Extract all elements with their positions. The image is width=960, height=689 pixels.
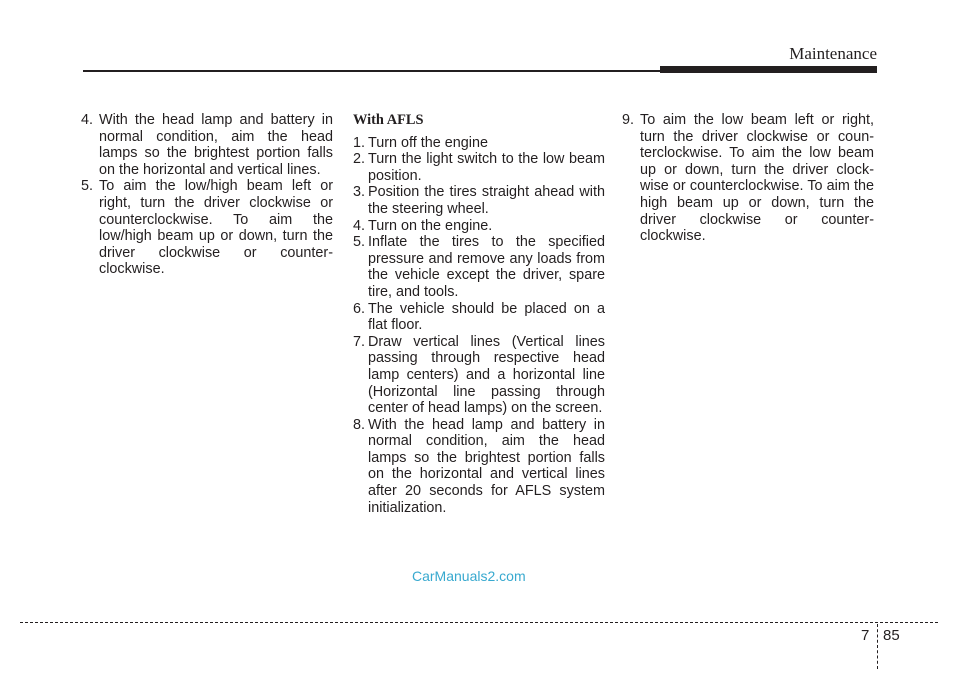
list-item (622, 112, 874, 245)
list-item (353, 234, 605, 300)
list-item (353, 135, 605, 152)
item-text: With the head lamp and battery in normal condition, aim the head lamps so the brightest portion falls on the horizontal and vertical lines after 20 seconds for AFLS system initialization. (368, 416, 605, 516)
header-rule-accent (660, 66, 877, 73)
list-item (81, 178, 333, 278)
item-text: With the head lamp and battery in normal condition, aim the head lamps so the brightest portion falls on the horizontal and vertical lines. (99, 112, 333, 178)
column-1 (81, 112, 333, 278)
chapter-number: 7 (861, 627, 870, 644)
list-item (353, 184, 605, 217)
list-item (81, 112, 333, 178)
column-2 (353, 112, 605, 516)
footer-divider (20, 622, 938, 623)
item-number: 9. (622, 112, 638, 128)
watermark-link[interactable]: CarManuals2.com (412, 568, 526, 584)
item-number: 5. (353, 234, 369, 251)
item-number: 4. (81, 112, 97, 128)
item-number: 4. (353, 217, 369, 234)
column-3 (622, 112, 874, 245)
page-number: 85 (883, 627, 900, 644)
item-text: Draw vertical lines (Vertical lines passing through respective head lamp centers) and a horizontal line (Horizontal line passing through center of head lamps) on the screen. (368, 333, 605, 417)
item-text: Inflate the tires to the specified pressure and remove any loads from the vehicle except the driver, spare tire, and tools. (368, 234, 605, 300)
item-text: To aim the low/high beam left or right, turn the driver clockwise or counterclockwise. To aim the low/high beam up or down, turn the driver clockwise or counter-clockwise. (99, 178, 333, 278)
list-item (353, 151, 605, 184)
item-text: Position the tires straight ahead with the steering wheel. (368, 184, 605, 217)
item-text: The vehicle should be placed on a flat floor. (368, 300, 605, 334)
item-number: 7. (353, 333, 369, 350)
list-item (353, 417, 605, 517)
item-number: 6. (353, 300, 369, 317)
item-text: Turn on the engine. (368, 217, 493, 234)
page-number-divider (877, 624, 878, 669)
section-title: Maintenance (789, 44, 877, 63)
item-text: Turn the light switch to the low beam position. (368, 151, 605, 184)
item-number: 5. (81, 178, 97, 195)
list-item (353, 301, 605, 334)
item-number: 1. (353, 134, 369, 151)
item-text: Turn off the engine (368, 134, 489, 151)
item-text: To aim the low beam left or right, turn the driver clockwise or coun-terclockwise. To aim the low beam up or down, turn the driver clock-wise or counterclockwise. To aim the high beam up or down, turn the driver clockwise or counter-clockwise. (640, 112, 874, 245)
header-rule (83, 70, 660, 72)
list-item (353, 334, 605, 417)
list-item (353, 218, 605, 235)
item-number: 2. (353, 151, 369, 168)
afls-heading: With AFLS (353, 112, 424, 128)
item-number: 8. (353, 416, 369, 433)
item-number: 3. (353, 184, 369, 201)
